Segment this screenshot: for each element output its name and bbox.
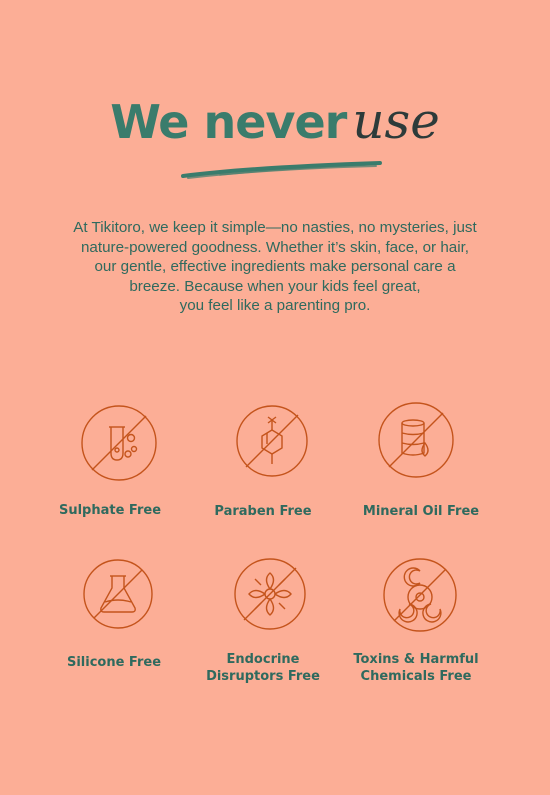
intro-paragraph xyxy=(30,218,520,316)
label-toxins-harmful-chemicals-free: Toxins & Harmful Chemicals Free xyxy=(353,652,479,684)
intro-line: breeze. Because when your kids feel great, xyxy=(129,277,421,295)
label-sulphate-free: Sulphate Free xyxy=(58,503,162,518)
hormone-pattern-crossed-icon xyxy=(233,557,307,631)
biohazard-crossed-icon xyxy=(382,557,458,633)
oil-barrel-crossed-icon xyxy=(377,401,455,479)
label-paraben-free: Paraben Free xyxy=(214,504,312,519)
intro-line: you feel like a parenting pro. xyxy=(179,297,371,314)
beaker-crossed-icon xyxy=(82,558,154,630)
headline-main: We never xyxy=(110,95,347,149)
molecule-crossed-icon xyxy=(235,404,309,478)
label-silicone-free: Silicone Free xyxy=(66,655,162,670)
headline xyxy=(0,92,550,150)
label-endocrine-disruptors-free: Endocrine Disruptors Free xyxy=(206,652,320,684)
brush-stroke-underline xyxy=(180,158,385,182)
intro-line: At Tikitoro, we keep it simple—no nasties, no mysteries, just xyxy=(73,219,477,236)
label-mineral-oil-free: Mineral Oil Free xyxy=(362,504,480,519)
headline-script-word: use xyxy=(352,92,440,150)
intro-line: nature-powered goodness. Whether it’s skin, face, or hair, xyxy=(80,238,470,256)
flask-bubbles-crossed-icon xyxy=(80,404,158,482)
intro-line: our gentle, effective ingredients make personal care a xyxy=(94,258,456,275)
